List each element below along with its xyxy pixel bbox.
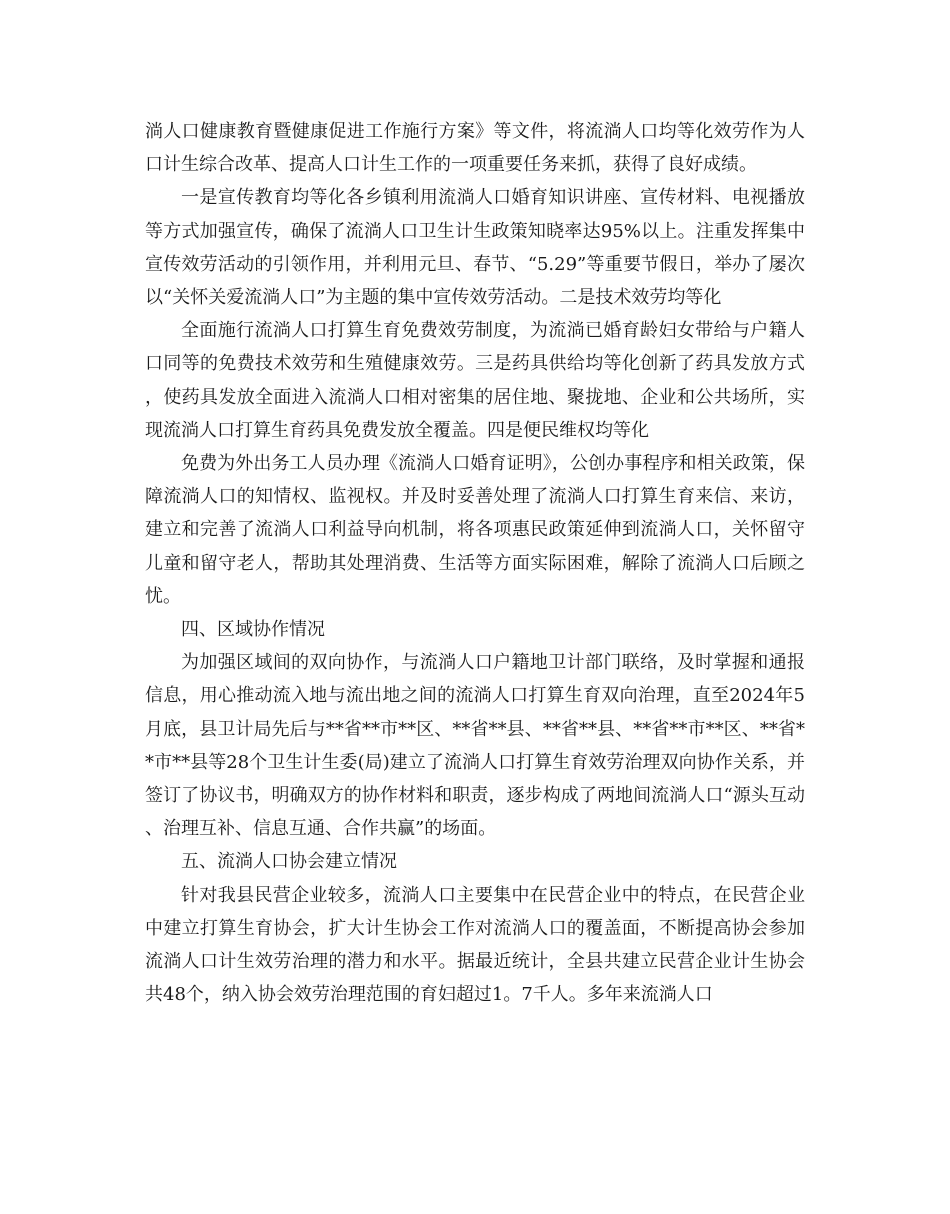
paragraph-continuation: 淌人口健康教育暨健康促进工作施行方案》等文件，将流淌人口均等化效劳作为人口计生综合改革、提高人口计生工作的一项重要任务来抓，获得了良好成绩。 [145,121,805,176]
section-heading-regional-cooperation: 四、区域协作情况 [181,619,325,641]
paragraph-regional-cooperation: 为加强区域间的双向协作，与流淌人口户籍地卫计部门联络，及时掌握和通报信息，用心推动流入地与流出地之间的流淌人口打算生育双向治理，直至2024年5月底，县卫计局先后与**省**市**区、**省**县、**省**县、**省**市**区、**省**市**县等28个卫生计生委(局)建立了流淌人口打算生育效劳治理双向协作关系，并签订了协议书，明确双方的协作材料和职责，逐步构成了两地间流淌人口“源头互动、治理互补、信息互通、合作共赢”的场面。 [145,652,805,840]
section-heading-association: 五、流淌人口协会建立情况 [181,851,397,873]
paragraph-technical-service: 全面施行流淌人口打算生育免费效劳制度，为流淌已婚育龄妇女带给与户籍人口同等的免费技术效劳和生殖健康效劳。三是药具供给均等化创新了药具发放方式，使药具发放全面进入流淌人口相对密集的居住地、聚拢地、企业和公共场所，实现流淌人口打算生育药具免费发放全覆盖。四是便民维权均等化 [145,320,805,441]
paragraph-propaganda-education: 一是宣传教育均等化各乡镇利用流淌人口婚育知识讲座、宣传材料、电视播放等方式加强宣传，确保了流淌人口卫生计生政策知晓率达95%以上。注重发挥集中宣传效劳活动的引领作用，并利用元旦、春节、“5.29”等重要节假日，举办了屡次以“关怀关爱流淌人口”为主题的集中宣传效劳活动。二是技术效劳均等化 [145,187,805,309]
paragraph-rights-protection: 免费为外出务工人员办理《流淌人口婚育证明》，公创办事程序和相关政策，保障流淌人口的知情权、监视权。并及时妥善处理了流淌人口打算生育来信、来访，建立和完善了流淌人口利益导向机制，将各项惠民政策延伸到流淌人口，关怀留守儿童和留守老人，帮助其处理消费、生活等方面实际困难，解除了流淌人口后顾之忧。 [145,453,805,607]
paragraph-association: 针对我县民营企业较多，流淌人口主要集中在民营企业中的特点，在民营企业中建立打算生育协会，扩大计生协会工作对流淌人口的覆盖面，不断提高协会参加流淌人口计生效劳治理的潜力和水平。据最近统计，全县共建立民营企业计生协会共48个，纳入协会效劳治理范围的育妇超过1。7千人。多年来流淌人口 [145,884,805,1006]
document-body [145,115,805,1011]
